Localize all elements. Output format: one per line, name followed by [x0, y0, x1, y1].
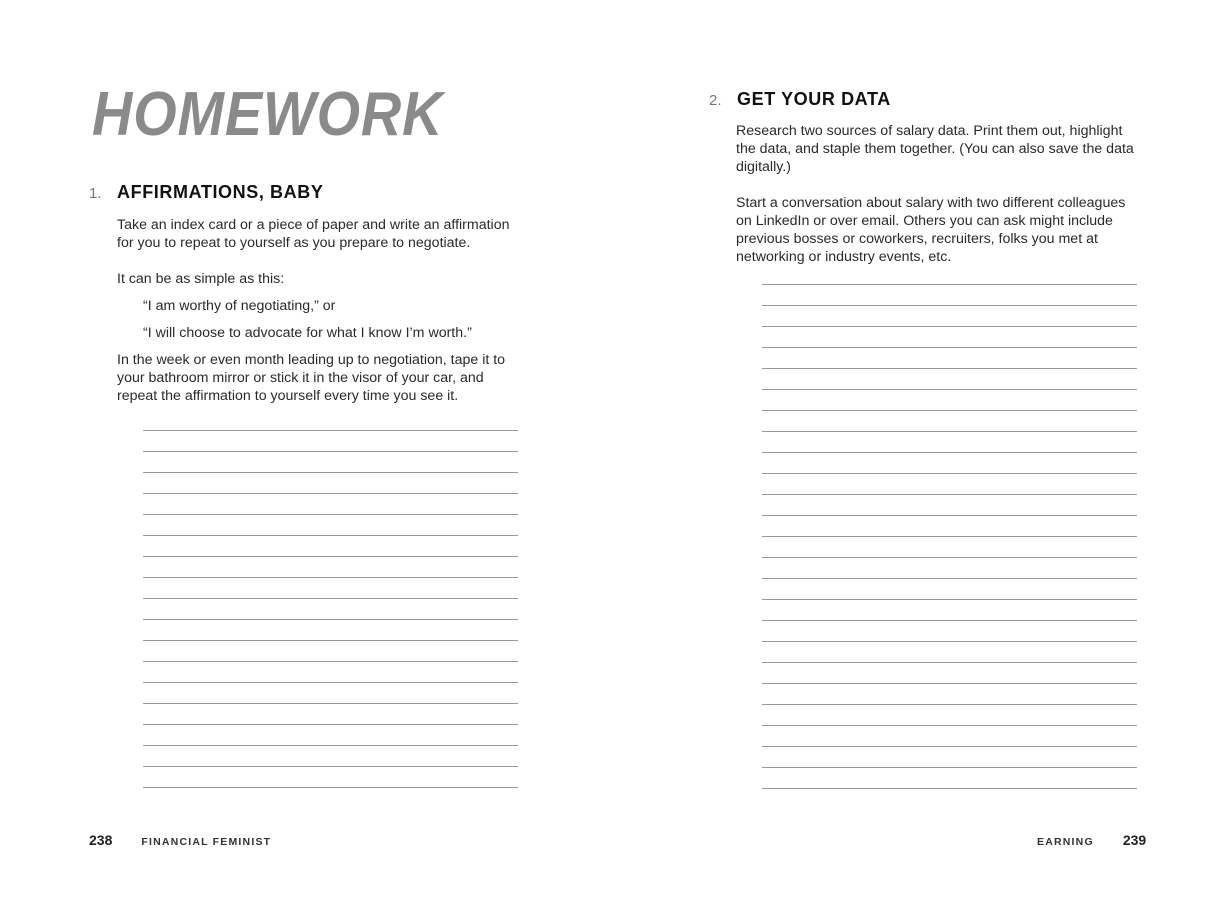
writing-line[interactable]: [762, 516, 1137, 537]
writing-line[interactable]: [143, 746, 518, 767]
writing-line[interactable]: [143, 410, 518, 431]
affirmation-intro: Take an index card or a piece of paper and write an affirmation for you to repeat to yourself as you prepare to negotiate.: [117, 217, 510, 251]
writing-line[interactable]: [143, 704, 518, 725]
right-page: [607, 0, 1214, 920]
page-number: 239: [1122, 832, 1147, 848]
writing-line[interactable]: [762, 705, 1137, 726]
section-2-heading: [709, 89, 891, 110]
writing-line[interactable]: [762, 579, 1137, 600]
writing-line[interactable]: [143, 725, 518, 746]
writing-line[interactable]: [762, 327, 1137, 348]
writing-line[interactable]: [143, 557, 518, 578]
writing-line[interactable]: [143, 767, 518, 788]
writing-line[interactable]: [143, 494, 518, 515]
section-number: 1.: [89, 185, 102, 202]
writing-line[interactable]: [143, 536, 518, 557]
writing-lines-left[interactable]: [143, 410, 518, 788]
writing-line[interactable]: [143, 452, 518, 473]
writing-line[interactable]: [762, 768, 1137, 789]
writing-line[interactable]: [762, 264, 1137, 285]
data-paragraph-2: Start a conversation about salary with two different colleagues on LinkedIn or over email. Others you can ask might include previous bosses or coworkers, recruiters, folks you met at networking or industry events, etc.: [736, 195, 1126, 265]
writing-line[interactable]: [762, 621, 1137, 642]
section-1-heading: [89, 182, 323, 203]
writing-line[interactable]: [762, 390, 1137, 411]
writing-line[interactable]: [762, 600, 1137, 621]
data-paragraph-1: Research two sources of salary data. Print them out, highlight the data, and staple them together. (You can also save the data digitally.): [736, 123, 1134, 175]
writing-line[interactable]: [143, 641, 518, 662]
running-head: FINANCIAL FEMINIST: [141, 836, 272, 848]
simple-line: It can be as simple as this:: [117, 271, 285, 287]
writing-line[interactable]: [143, 515, 518, 536]
section-number: 2.: [709, 92, 722, 109]
right-footer: [1037, 832, 1146, 848]
running-head: EARNING: [1037, 836, 1094, 848]
writing-line[interactable]: [762, 663, 1137, 684]
affirmation-instructions: In the week or even month leading up to negotiation, tape it to your bathroom mirror or stick it in the visor of your car, and repeat the affirmation to yourself every time you see it.: [117, 352, 506, 404]
writing-lines-right[interactable]: [762, 264, 1137, 789]
quote-1: “I am worthy of negotiating,” or: [143, 298, 336, 314]
writing-line[interactable]: [762, 411, 1137, 432]
writing-line[interactable]: [762, 306, 1137, 327]
writing-line[interactable]: [762, 474, 1137, 495]
writing-line[interactable]: [762, 747, 1137, 768]
section-title: AFFIRMATIONS, BABY: [117, 182, 324, 202]
left-footer: [89, 832, 271, 848]
section-title: GET YOUR DATA: [737, 89, 891, 109]
writing-line[interactable]: [762, 369, 1137, 390]
writing-line[interactable]: [143, 683, 518, 704]
writing-line[interactable]: [143, 578, 518, 599]
writing-line[interactable]: [762, 726, 1137, 747]
writing-line[interactable]: [762, 285, 1137, 306]
writing-line[interactable]: [143, 431, 518, 452]
writing-line[interactable]: [143, 662, 518, 683]
quote-2: “I will choose to advocate for what I know I’m worth.”: [143, 325, 472, 341]
writing-line[interactable]: [143, 620, 518, 641]
writing-line[interactable]: [143, 599, 518, 620]
page-number: 238: [89, 832, 113, 848]
writing-line[interactable]: [762, 684, 1137, 705]
writing-line[interactable]: [762, 642, 1137, 663]
homework-title: HOMEWORK: [92, 80, 444, 149]
writing-line[interactable]: [762, 348, 1137, 369]
writing-line[interactable]: [762, 537, 1137, 558]
writing-line[interactable]: [762, 453, 1137, 474]
writing-line[interactable]: [762, 558, 1137, 579]
writing-line[interactable]: [762, 495, 1137, 516]
writing-line[interactable]: [762, 432, 1137, 453]
writing-line[interactable]: [143, 473, 518, 494]
